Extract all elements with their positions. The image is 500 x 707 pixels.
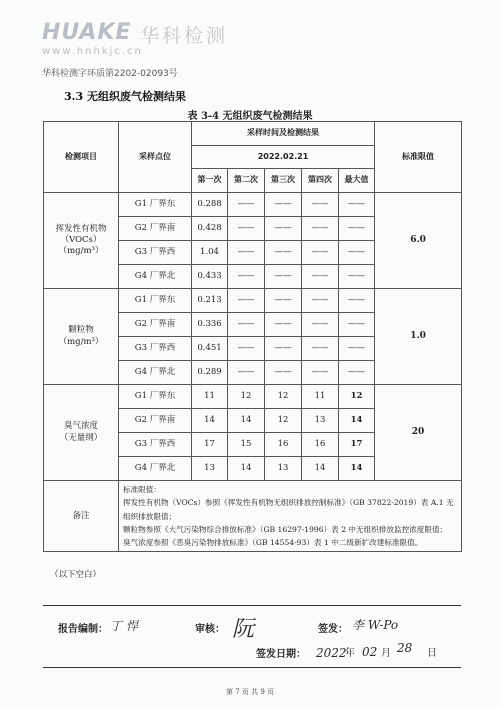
signature-rule-bottom bbox=[43, 667, 461, 668]
item-name-line: 臭气浓度 bbox=[63, 421, 98, 432]
value-cell: 12 bbox=[228, 385, 265, 409]
remarks-line: 挥发性有机物（VOCs）参照《挥发性有机物无组织排放控制标准》（GB 37822-2019）表 A.1 无组织排放限值； bbox=[123, 498, 454, 521]
logo-url: www.hnhkjc.cn bbox=[42, 46, 143, 57]
sampling-point-cell: G3 厂界西 bbox=[119, 337, 192, 361]
value-cell: 16 bbox=[265, 433, 302, 457]
max-value-cell: —— bbox=[339, 289, 375, 313]
standard-limit-cell: 6.0 bbox=[375, 193, 462, 289]
remarks-content bbox=[119, 481, 462, 552]
value-cell: 14 bbox=[228, 409, 265, 433]
value-cell: —— bbox=[228, 193, 265, 217]
value-cell: 12 bbox=[265, 409, 302, 433]
remarks-line: 标准限值： bbox=[123, 485, 161, 494]
value-cell: 15 bbox=[228, 433, 265, 457]
issue-date-year: 2022 bbox=[316, 646, 347, 660]
max-value-cell: —— bbox=[339, 265, 375, 289]
value-cell: —— bbox=[302, 241, 339, 265]
standard-limit-cell: 1.0 bbox=[375, 289, 462, 385]
value-cell: 12 bbox=[265, 385, 302, 409]
value-cell: 13 bbox=[302, 409, 339, 433]
value-cell: —— bbox=[265, 193, 302, 217]
max-value-cell: 14 bbox=[339, 409, 375, 433]
value-cell: 0.288 bbox=[192, 193, 228, 217]
value-cell: —— bbox=[265, 265, 302, 289]
logo-chinese-name: 华科检测 bbox=[140, 25, 229, 47]
value-cell: 0.433 bbox=[192, 265, 228, 289]
header-date: 2022.02.21 bbox=[192, 146, 375, 169]
value-cell: —— bbox=[302, 217, 339, 241]
value-cell: 17 bbox=[192, 433, 228, 457]
max-value-cell: —— bbox=[339, 241, 375, 265]
remarks-line: 臭气浓度参照《恶臭污染物排放标准》（GB 14554-93）表 1 中二级新扩改建标准限值。 bbox=[123, 538, 423, 548]
value-cell: —— bbox=[265, 217, 302, 241]
max-value-cell: —— bbox=[339, 193, 375, 217]
value-cell: —— bbox=[302, 289, 339, 313]
value-cell: 11 bbox=[302, 385, 339, 409]
max-value-cell: —— bbox=[339, 313, 375, 337]
remarks-row bbox=[44, 481, 462, 552]
value-cell: —— bbox=[228, 241, 265, 265]
sampling-point-cell: G4 厂界北 bbox=[119, 265, 192, 289]
table-row bbox=[44, 193, 462, 217]
sampling-point-cell: G3 厂界西 bbox=[119, 433, 192, 457]
sampling-point-cell: G4 厂界北 bbox=[119, 361, 192, 385]
value-cell: —— bbox=[265, 241, 302, 265]
header-point: 采样点位 bbox=[119, 122, 192, 193]
logo-wordmark: HUAKE bbox=[42, 20, 132, 45]
max-value-cell: 17 bbox=[339, 433, 375, 457]
item-name-cell bbox=[44, 385, 119, 481]
results-table bbox=[43, 121, 462, 552]
issuer-label: 签发： bbox=[318, 624, 348, 635]
value-cell: —— bbox=[302, 361, 339, 385]
value-cell: —— bbox=[265, 289, 302, 313]
sampling-point-cell: G4 厂界北 bbox=[119, 457, 192, 481]
value-cell: 14 bbox=[302, 457, 339, 481]
header-col: 第四次 bbox=[302, 169, 339, 193]
value-cell: —— bbox=[228, 217, 265, 241]
company-logo bbox=[42, 20, 242, 56]
value-cell: 14 bbox=[192, 409, 228, 433]
standard-limit-cell: 20 bbox=[375, 385, 462, 481]
item-name-cell bbox=[44, 193, 119, 289]
value-cell: 16 bbox=[302, 433, 339, 457]
header-col: 第三次 bbox=[265, 169, 302, 193]
value-cell: —— bbox=[228, 313, 265, 337]
value-cell: —— bbox=[228, 265, 265, 289]
value-cell: 0.428 bbox=[192, 217, 228, 241]
item-name-line: （mg/m³） bbox=[58, 246, 104, 257]
max-value-cell: —— bbox=[339, 217, 375, 241]
item-name-line: （无量纲） bbox=[59, 432, 103, 443]
sampling-point-cell: G2 厂界南 bbox=[119, 217, 192, 241]
max-value-cell: —— bbox=[339, 361, 375, 385]
table-title: 表 3-4 无组织废气检测结果 bbox=[187, 111, 313, 122]
value-cell: 0.451 bbox=[192, 337, 228, 361]
header-col: 最大值 bbox=[339, 169, 375, 193]
value-cell: 14 bbox=[228, 457, 265, 481]
sampling-point-cell: G1 厂界东 bbox=[119, 385, 192, 409]
item-name-line: 颗粒物 bbox=[68, 325, 94, 336]
max-value-cell: —— bbox=[339, 337, 375, 361]
value-cell: 0.289 bbox=[192, 361, 228, 385]
remarks-line: 颗粒物参照《大气污染物综合排放标准》（GB 16297-1996）表 2 中无组织排放监控浓度限值； bbox=[123, 524, 448, 534]
header-item: 检测项目 bbox=[44, 122, 119, 193]
remarks-label: 备注 bbox=[44, 481, 119, 552]
sampling-point-cell: G1 厂界东 bbox=[119, 289, 192, 313]
header-limit: 标准限值 bbox=[375, 122, 462, 193]
value-cell: —— bbox=[228, 337, 265, 361]
value-cell: 11 bbox=[192, 385, 228, 409]
year-char: 年 bbox=[345, 648, 355, 659]
value-cell: 1.04 bbox=[192, 241, 228, 265]
value-cell: 0.336 bbox=[192, 313, 228, 337]
day-char: 日 bbox=[427, 648, 437, 659]
value-cell: —— bbox=[302, 337, 339, 361]
item-name-cell bbox=[44, 289, 119, 385]
reviewer-label: 审核： bbox=[195, 624, 225, 635]
value-cell: 13 bbox=[265, 457, 302, 481]
value-cell: —— bbox=[302, 313, 339, 337]
issue-date-month: 02 bbox=[362, 645, 378, 659]
value-cell: —— bbox=[228, 361, 265, 385]
header-time-results: 采样时间及检测结果 bbox=[192, 122, 375, 146]
item-name-line: 挥发性有机物 bbox=[55, 223, 107, 234]
value-cell: —— bbox=[302, 193, 339, 217]
header-col: 第一次 bbox=[192, 169, 228, 193]
sampling-point-cell: G2 厂界南 bbox=[119, 409, 192, 433]
value-cell: —— bbox=[265, 313, 302, 337]
report-number: 华科检测字环质第2202-02093号 bbox=[42, 69, 178, 79]
month-char: 月 bbox=[381, 648, 391, 659]
value-cell: 13 bbox=[192, 457, 228, 481]
table-row bbox=[44, 289, 462, 313]
compiler-signature: 丁 悍 bbox=[110, 619, 138, 633]
header-col: 第二次 bbox=[228, 169, 265, 193]
sampling-point-cell: G1 厂界东 bbox=[119, 193, 192, 217]
value-cell: —— bbox=[228, 289, 265, 313]
issue-date-label: 签发日期： bbox=[256, 649, 306, 660]
page-footer: 第 7 页 共 9 页 bbox=[225, 688, 275, 696]
sampling-point-cell: G2 厂界南 bbox=[119, 313, 192, 337]
signature-rule-top bbox=[43, 605, 461, 606]
value-cell: 0.213 bbox=[192, 289, 228, 313]
sampling-point-cell: G3 厂界西 bbox=[119, 241, 192, 265]
issue-date-day: 28 bbox=[397, 641, 413, 655]
blank-below-note: （以下空白） bbox=[50, 570, 102, 580]
table-row bbox=[44, 385, 462, 409]
reviewer-signature: 阮 bbox=[232, 617, 255, 642]
max-value-cell: 14 bbox=[339, 457, 375, 481]
item-name-line: （VOCs） bbox=[60, 234, 102, 245]
value-cell: —— bbox=[265, 361, 302, 385]
value-cell: —— bbox=[302, 265, 339, 289]
max-value-cell: 12 bbox=[339, 385, 375, 409]
item-name-line: （mg/m³） bbox=[58, 336, 104, 347]
value-cell: —— bbox=[265, 337, 302, 361]
compiler-label: 报告编制： bbox=[58, 624, 108, 635]
section-title: 3.3 无组织废气检测结果 bbox=[64, 90, 186, 103]
issuer-signature: 李 W-Po bbox=[352, 618, 399, 632]
